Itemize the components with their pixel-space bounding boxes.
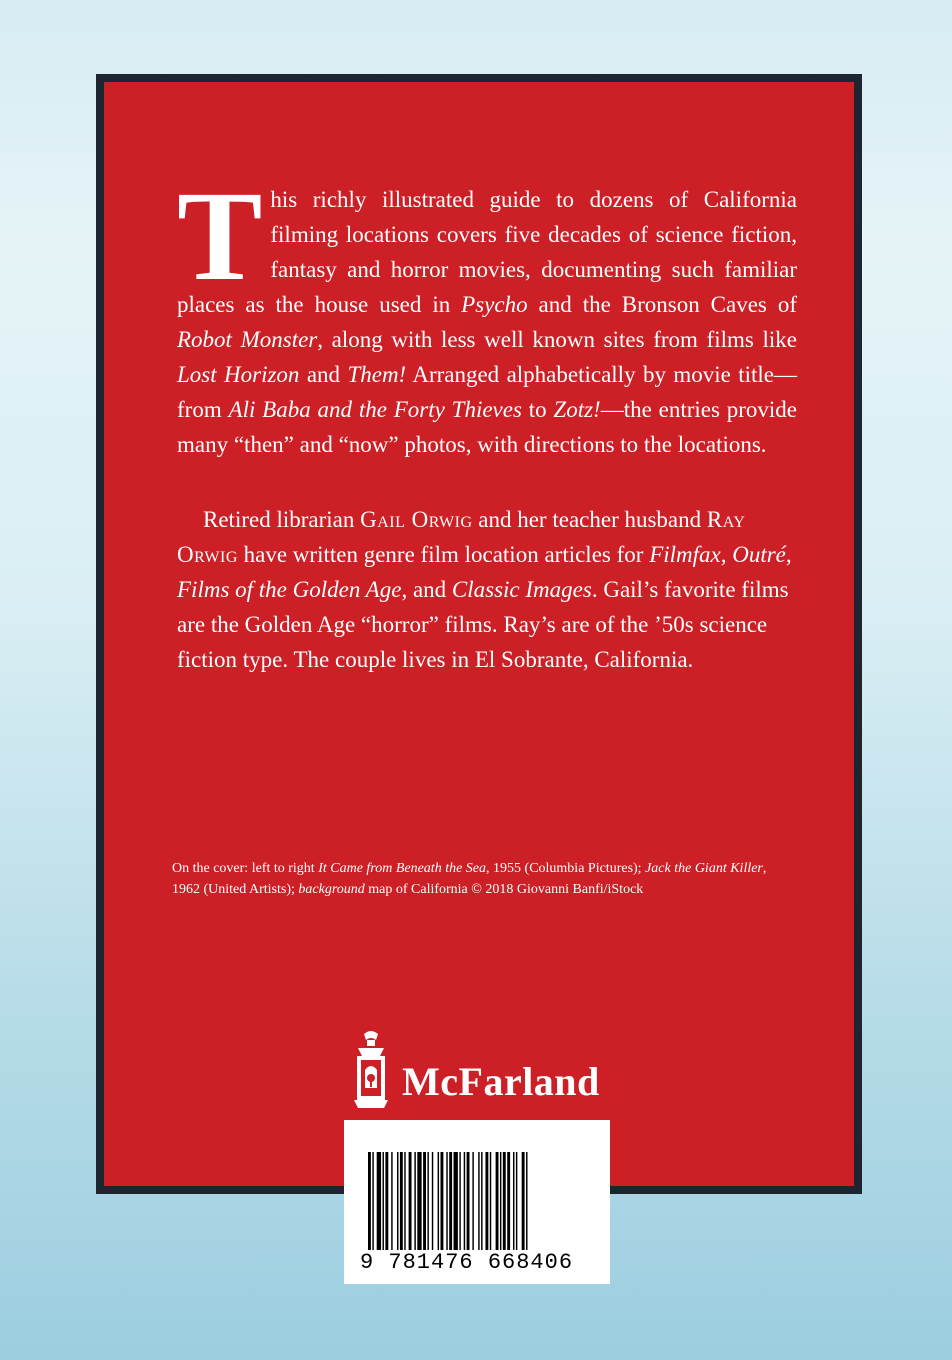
barcode-bar — [372, 1152, 373, 1250]
barcode-bar — [496, 1152, 499, 1250]
barcode-bar — [522, 1152, 525, 1250]
author-bio — [177, 502, 797, 677]
drop-cap: T — [177, 165, 263, 307]
blurb-text: and the Bronson Caves of — [527, 292, 797, 317]
barcode-bar — [391, 1152, 392, 1250]
credit-text: On the cover: left to right — [172, 861, 319, 876]
author-name: Gail Orwig — [360, 507, 473, 532]
barcode-bar — [464, 1152, 465, 1250]
barcode — [364, 1152, 594, 1250]
credit-film: It Came from Beneath the Sea — [318, 861, 487, 876]
author-name: Ray Orwig — [177, 507, 746, 567]
credit-italic: background — [298, 882, 365, 897]
cover-credit — [172, 858, 782, 900]
barcode-bar — [485, 1152, 488, 1250]
barcode-bar — [500, 1152, 501, 1250]
bio-text: Retired librarian — [203, 507, 361, 532]
bio-text: have written genre film location articles for — [237, 542, 650, 567]
film-title: Zotz! — [553, 397, 601, 422]
film-title: Robot Monster — [177, 327, 318, 352]
blurb-text: , along with less well known sites from films like — [317, 327, 797, 352]
barcode-bar — [478, 1152, 479, 1250]
barcode-bar — [438, 1152, 439, 1250]
barcode-bar — [490, 1152, 491, 1250]
blurb-text: his richly illustrated guide to dozens of California filming locations covers five decades of science fiction, fantasy and horror movies, documenting such familiar places as the house used in — [177, 187, 797, 317]
credit-text: map of California © 2018 Giovanni Banfi/iStock — [364, 882, 644, 897]
film-title: Lost Horizon — [177, 362, 300, 387]
film-title: Ali Baba and the Forty Thieves — [228, 397, 522, 422]
barcode-bar — [513, 1152, 514, 1250]
barcode-bar — [446, 1152, 447, 1250]
magazine-title: Classic Images — [451, 577, 592, 602]
barcode-bar — [368, 1152, 371, 1250]
blurb-text: to — [521, 397, 554, 422]
isbn-digits: 9 781476 668406 — [360, 1250, 574, 1275]
barcode-bar — [449, 1152, 452, 1250]
bio-text: and her teacher husband — [472, 507, 707, 532]
barcode-bar — [397, 1152, 398, 1250]
red-panel — [104, 82, 854, 1186]
barcode-bar — [441, 1152, 444, 1250]
barcode-bar — [427, 1152, 428, 1250]
barcode-bar — [404, 1152, 405, 1250]
credit-film: Jack the Giant Killer — [645, 861, 763, 876]
barcode-bar — [400, 1152, 403, 1250]
barcode-bar — [459, 1152, 460, 1250]
barcode-bar — [377, 1152, 381, 1250]
credit-text: , 1955 (Columbia Pictures); — [486, 861, 646, 876]
magazine-titles: Filmfax, Outré, Films of the Golden Age — [177, 542, 792, 602]
lantern-icon — [346, 1028, 396, 1114]
barcode-bar — [417, 1152, 421, 1250]
publisher-name: McFarland — [402, 1058, 600, 1104]
barcode-bar — [481, 1152, 482, 1250]
barcode-bar — [526, 1152, 527, 1250]
barcode-bar — [423, 1152, 426, 1250]
blurb-text: Arranged alphabetically by movie title—from — [177, 362, 797, 422]
blurb-paragraph — [177, 165, 797, 462]
barcode-bar — [467, 1152, 470, 1250]
credit-text: , 1962 (United Artists); — [172, 861, 767, 897]
bio-text: . Gail’s favorite films are the Golden Age “horror” films. Ray’s are of the ’50s science fiction type. The couple lives in El Sobrante, California. — [177, 577, 789, 672]
film-title: Psycho — [461, 292, 528, 317]
barcode-bar — [454, 1152, 458, 1250]
barcode-bar — [414, 1152, 415, 1250]
publisher-logo — [346, 1028, 600, 1114]
blurb-text: —the entries provide many “then” and “now” photos, with directions to the locations. — [177, 397, 797, 457]
barcode-bar — [503, 1152, 506, 1250]
barcode-bar — [516, 1152, 517, 1250]
film-title: Them! — [347, 362, 407, 387]
barcode-bar — [432, 1152, 433, 1250]
barcode-box — [344, 1120, 610, 1284]
barcode-bar — [409, 1152, 412, 1250]
barcode-bar — [383, 1152, 384, 1250]
barcode-bar — [385, 1152, 388, 1250]
barcode-bar — [507, 1152, 510, 1250]
blurb-text: and — [299, 362, 348, 387]
barcode-bar — [472, 1152, 473, 1250]
bio-text: , and — [401, 577, 452, 602]
